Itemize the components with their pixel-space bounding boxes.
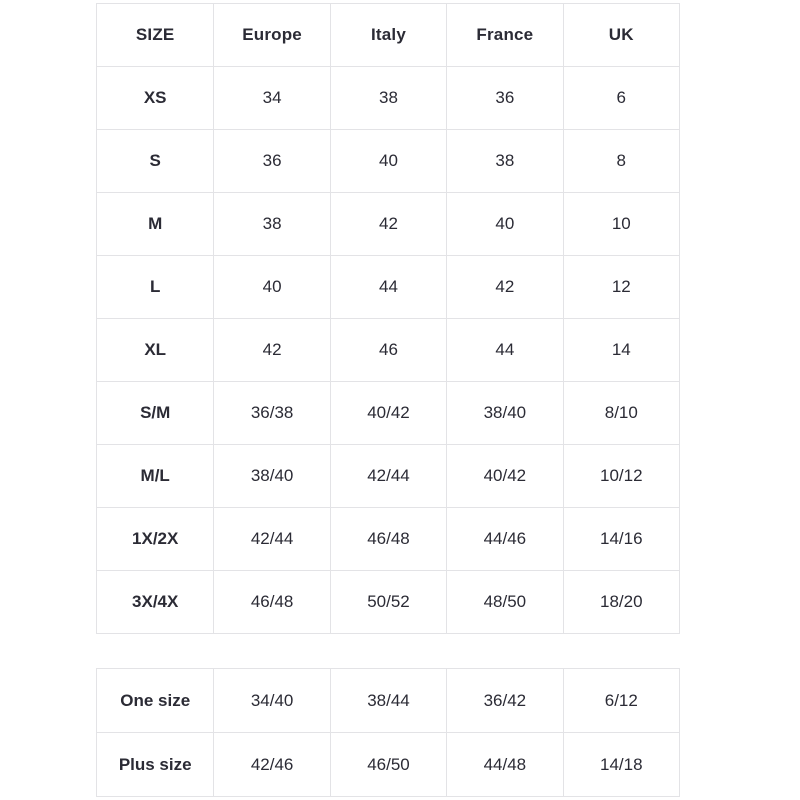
cell-italy: 40 [330,130,446,193]
cell-france: 36 [447,67,563,130]
table-row [97,669,680,733]
cell-italy: 42/44 [330,445,446,508]
main-size-table-header [97,4,680,67]
cell-europe: 36/38 [214,382,330,445]
row-label: One size [97,669,214,733]
table-row [97,319,680,382]
row-label: S [97,130,214,193]
table-row [97,382,680,445]
row-label: L [97,256,214,319]
cell-europe: 42 [214,319,330,382]
cell-italy: 38 [330,67,446,130]
column-header-italy: Italy [330,4,446,67]
column-header-size: SIZE [97,4,214,67]
main-size-table-body [97,67,680,634]
row-label: M/L [97,445,214,508]
cell-europe: 34/40 [214,669,330,733]
secondary-size-table-body [97,669,680,797]
row-label: Plus size [97,733,214,797]
column-header-france: France [447,4,563,67]
table-row [97,733,680,797]
cell-italy: 46/50 [330,733,446,797]
table-row [97,256,680,319]
table-row [97,130,680,193]
cell-italy: 46 [330,319,446,382]
cell-europe: 42/46 [214,733,330,797]
cell-france: 40/42 [447,445,563,508]
cell-italy: 38/44 [330,669,446,733]
cell-france: 44/46 [447,508,563,571]
row-label: XL [97,319,214,382]
cell-france: 40 [447,193,563,256]
cell-uk: 8 [563,130,679,193]
table-row [97,193,680,256]
cell-france: 38 [447,130,563,193]
table-row [97,571,680,634]
cell-uk: 10 [563,193,679,256]
secondary-size-table-container [96,668,680,797]
cell-uk: 10/12 [563,445,679,508]
cell-uk: 14 [563,319,679,382]
cell-france: 38/40 [447,382,563,445]
cell-italy: 46/48 [330,508,446,571]
cell-europe: 40 [214,256,330,319]
cell-europe: 38/40 [214,445,330,508]
column-header-uk: UK [563,4,679,67]
cell-europe: 34 [214,67,330,130]
row-label: M [97,193,214,256]
column-header-europe: Europe [214,4,330,67]
secondary-size-table [96,668,680,797]
cell-france: 44/48 [447,733,563,797]
cell-italy: 50/52 [330,571,446,634]
row-label: 3X/4X [97,571,214,634]
cell-uk: 6 [563,67,679,130]
table-row [97,445,680,508]
cell-italy: 40/42 [330,382,446,445]
cell-uk: 18/20 [563,571,679,634]
cell-uk: 8/10 [563,382,679,445]
cell-europe: 38 [214,193,330,256]
cell-italy: 42 [330,193,446,256]
table-row [97,508,680,571]
cell-france: 36/42 [447,669,563,733]
cell-uk: 14/16 [563,508,679,571]
main-size-table [96,3,680,634]
cell-europe: 42/44 [214,508,330,571]
cell-france: 44 [447,319,563,382]
cell-uk: 6/12 [563,669,679,733]
cell-europe: 36 [214,130,330,193]
table-row [97,67,680,130]
row-label: S/M [97,382,214,445]
cell-uk: 14/18 [563,733,679,797]
table-header-row [97,4,680,67]
row-label: 1X/2X [97,508,214,571]
cell-uk: 12 [563,256,679,319]
main-size-table-container [96,3,680,634]
cell-europe: 46/48 [214,571,330,634]
cell-france: 42 [447,256,563,319]
cell-italy: 44 [330,256,446,319]
row-label: XS [97,67,214,130]
cell-france: 48/50 [447,571,563,634]
